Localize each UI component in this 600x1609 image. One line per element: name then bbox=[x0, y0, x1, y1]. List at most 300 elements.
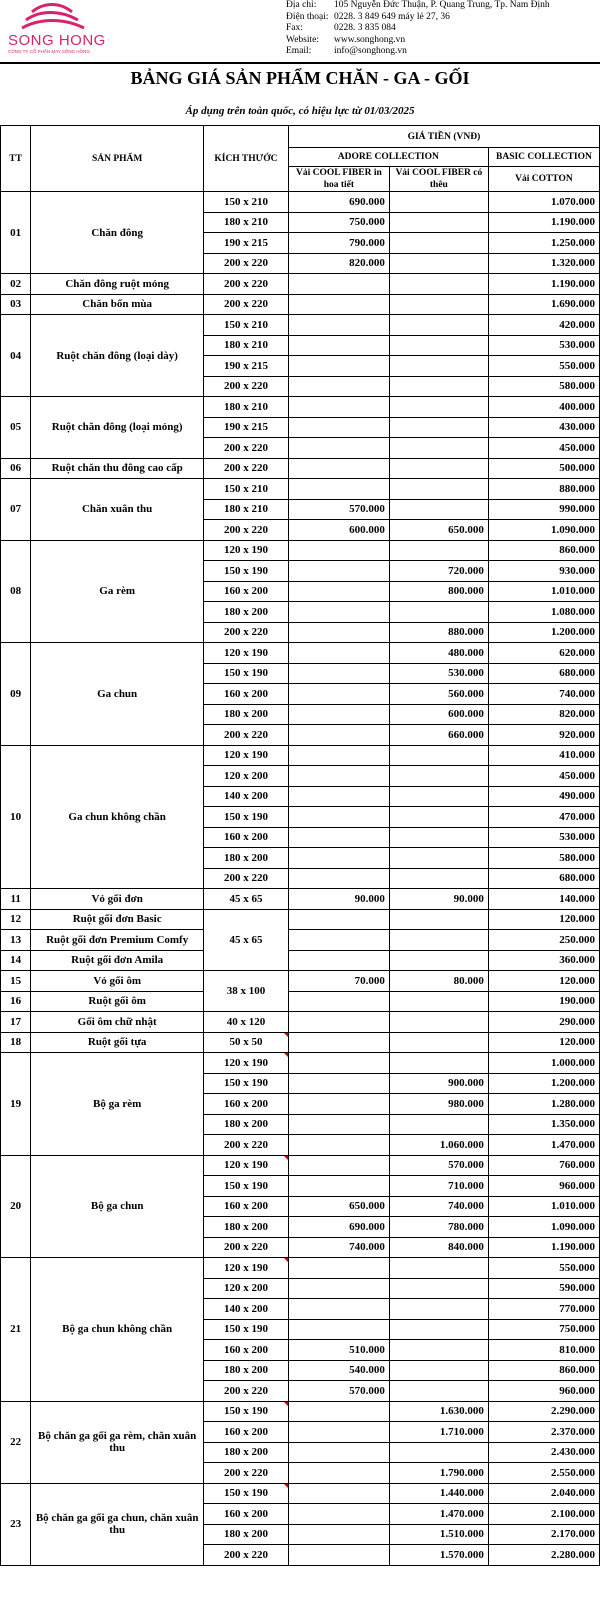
price-fiber-print bbox=[288, 540, 389, 561]
product-name: Ruột gối đơn Amila bbox=[31, 950, 204, 971]
product-name: Ruột gối đơn Premium Comfy bbox=[31, 930, 204, 951]
contact-website: Website: www.songhong.vn bbox=[286, 34, 406, 45]
size-cell: 200 x 220 bbox=[204, 458, 289, 479]
row-number: 11 bbox=[1, 889, 31, 910]
price-cotton: 770.000 bbox=[488, 1299, 599, 1320]
price-fiber-embroider: 840.000 bbox=[389, 1237, 488, 1258]
table-row bbox=[1, 889, 600, 910]
price-cotton: 1.080.000 bbox=[488, 602, 599, 623]
price-cotton: 1.250.000 bbox=[488, 233, 599, 254]
size-cell: 120 x 190 bbox=[204, 1258, 289, 1279]
size-cell: 200 x 220 bbox=[204, 294, 289, 315]
price-cotton: 1.190.000 bbox=[488, 274, 599, 295]
size-cell: 190 x 215 bbox=[204, 417, 289, 438]
price-cotton: 450.000 bbox=[488, 438, 599, 459]
table-row bbox=[1, 643, 600, 664]
price-fiber-print: 650.000 bbox=[288, 1196, 389, 1217]
size-cell: 200 x 220 bbox=[204, 274, 289, 295]
price-fiber-print bbox=[288, 663, 389, 684]
price-cotton: 120.000 bbox=[488, 1032, 599, 1053]
size-cell: 38 x 100 bbox=[204, 971, 289, 1012]
table-row bbox=[1, 274, 600, 295]
size-cell: 160 x 200 bbox=[204, 1196, 289, 1217]
size-cell: 160 x 200 bbox=[204, 1422, 289, 1443]
price-cotton: 470.000 bbox=[488, 807, 599, 828]
header-product: SẢN PHẨM bbox=[31, 126, 204, 192]
price-cotton: 450.000 bbox=[488, 766, 599, 787]
price-fiber-print: 570.000 bbox=[288, 499, 389, 520]
table-row bbox=[1, 315, 600, 336]
price-fiber-embroider bbox=[389, 315, 488, 336]
company-header bbox=[0, 0, 600, 62]
product-name: Chăn đông bbox=[31, 192, 204, 274]
table-row bbox=[1, 192, 600, 213]
table-row bbox=[1, 991, 600, 1012]
row-number: 13 bbox=[1, 930, 31, 951]
product-name: Ga chun không chần bbox=[31, 745, 204, 889]
price-cotton: 1.070.000 bbox=[488, 192, 599, 213]
price-cotton: 190.000 bbox=[488, 991, 599, 1012]
product-name: Ruột gối đơn Basic bbox=[31, 909, 204, 930]
price-fiber-embroider bbox=[389, 458, 488, 479]
size-cell: 120 x 190 bbox=[204, 540, 289, 561]
price-fiber-embroider bbox=[389, 1299, 488, 1320]
price-fiber-embroider bbox=[389, 1032, 488, 1053]
size-cell: 180 x 200 bbox=[204, 704, 289, 725]
price-cotton: 430.000 bbox=[488, 417, 599, 438]
price-fiber-embroider bbox=[389, 1012, 488, 1033]
price-fiber-print: 790.000 bbox=[288, 233, 389, 254]
price-fiber-print bbox=[288, 622, 389, 643]
price-fiber-print bbox=[288, 848, 389, 869]
price-fiber-embroider bbox=[389, 438, 488, 459]
price-cotton: 620.000 bbox=[488, 643, 599, 664]
row-number: 19 bbox=[1, 1053, 31, 1156]
product-name: Chăn xuân thu bbox=[31, 479, 204, 541]
price-fiber-print bbox=[288, 1504, 389, 1525]
size-cell: 140 x 200 bbox=[204, 1299, 289, 1320]
size-cell: 200 x 220 bbox=[204, 725, 289, 746]
price-fiber-print bbox=[288, 991, 389, 1012]
price-cotton: 120.000 bbox=[488, 971, 599, 992]
price-fiber-embroider bbox=[389, 417, 488, 438]
row-number: 09 bbox=[1, 643, 31, 746]
row-number: 22 bbox=[1, 1401, 31, 1483]
price-fiber-embroider bbox=[389, 807, 488, 828]
price-fiber-embroider bbox=[389, 540, 488, 561]
product-name: Bộ chăn ga gối ga chun, chăn xuân thu bbox=[31, 1483, 204, 1565]
price-fiber-embroider bbox=[389, 356, 488, 377]
header-tt: TT bbox=[1, 126, 31, 192]
size-cell: 150 x 210 bbox=[204, 479, 289, 500]
price-fiber-embroider: 530.000 bbox=[389, 663, 488, 684]
price-fiber-print bbox=[288, 1278, 389, 1299]
price-fiber-embroider: 710.000 bbox=[389, 1176, 488, 1197]
row-number: 20 bbox=[1, 1155, 31, 1258]
size-cell: 120 x 190 bbox=[204, 1053, 289, 1074]
size-cell: 180 x 210 bbox=[204, 499, 289, 520]
price-fiber-embroider bbox=[389, 376, 488, 397]
price-cotton: 930.000 bbox=[488, 561, 599, 582]
product-name: Bộ ga chun không chần bbox=[31, 1258, 204, 1402]
price-fiber-print bbox=[288, 1319, 389, 1340]
price-fiber-print bbox=[288, 1524, 389, 1545]
price-fiber-embroider bbox=[389, 274, 488, 295]
table-row bbox=[1, 458, 600, 479]
size-cell: 200 x 220 bbox=[204, 376, 289, 397]
row-number: 12 bbox=[1, 909, 31, 930]
logo-text: SONG HONG bbox=[8, 32, 106, 49]
price-fiber-embroider: 740.000 bbox=[389, 1196, 488, 1217]
size-cell: 200 x 220 bbox=[204, 253, 289, 274]
size-cell: 45 x 65 bbox=[204, 909, 289, 971]
size-cell: 180 x 200 bbox=[204, 1442, 289, 1463]
price-fiber-embroider: 1.470.000 bbox=[389, 1504, 488, 1525]
price-fiber-embroider bbox=[389, 1278, 488, 1299]
price-fiber-print bbox=[288, 274, 389, 295]
row-number: 08 bbox=[1, 540, 31, 643]
table-row bbox=[1, 909, 600, 930]
price-table-body bbox=[1, 192, 600, 1566]
price-fiber-embroider bbox=[389, 868, 488, 889]
product-name: Ga chun bbox=[31, 643, 204, 746]
price-fiber-print bbox=[288, 561, 389, 582]
price-fiber-print bbox=[288, 807, 389, 828]
row-number: 15 bbox=[1, 971, 31, 992]
price-fiber-print bbox=[288, 315, 389, 336]
price-fiber-print bbox=[288, 1401, 389, 1422]
price-fiber-embroider bbox=[389, 786, 488, 807]
price-fiber-embroider bbox=[389, 253, 488, 274]
size-cell: 200 x 220 bbox=[204, 622, 289, 643]
price-fiber-embroider bbox=[389, 745, 488, 766]
row-number: 03 bbox=[1, 294, 31, 315]
price-cotton: 750.000 bbox=[488, 1319, 599, 1340]
price-fiber-embroider: 480.000 bbox=[389, 643, 488, 664]
price-cotton: 120.000 bbox=[488, 909, 599, 930]
size-cell: 150 x 190 bbox=[204, 1319, 289, 1340]
size-cell: 160 x 200 bbox=[204, 684, 289, 705]
price-fiber-embroider bbox=[389, 848, 488, 869]
price-cotton: 860.000 bbox=[488, 1360, 599, 1381]
price-fiber-embroider bbox=[389, 991, 488, 1012]
table-row bbox=[1, 1155, 600, 1176]
price-fiber-embroider bbox=[389, 294, 488, 315]
price-fiber-print bbox=[288, 745, 389, 766]
price-fiber-print bbox=[288, 397, 389, 418]
price-fiber-print bbox=[288, 335, 389, 356]
price-fiber-print bbox=[288, 581, 389, 602]
table-row bbox=[1, 479, 600, 500]
row-number: 06 bbox=[1, 458, 31, 479]
table-row bbox=[1, 930, 600, 951]
contact-info bbox=[286, 0, 550, 58]
price-fiber-print bbox=[288, 1155, 389, 1176]
size-cell: 150 x 190 bbox=[204, 807, 289, 828]
size-cell: 200 x 220 bbox=[204, 1135, 289, 1156]
price-fiber-print bbox=[288, 1258, 389, 1279]
size-cell: 180 x 200 bbox=[204, 1217, 289, 1238]
size-cell: 200 x 220 bbox=[204, 868, 289, 889]
price-fiber-print bbox=[288, 725, 389, 746]
table-row bbox=[1, 1053, 600, 1074]
price-fiber-print: 90.000 bbox=[288, 889, 389, 910]
product-name: Bộ chăn ga gối ga rèm, chăn xuân thu bbox=[31, 1401, 204, 1483]
price-cotton: 810.000 bbox=[488, 1340, 599, 1361]
price-table bbox=[0, 125, 600, 1566]
size-cell: 200 x 220 bbox=[204, 520, 289, 541]
price-fiber-embroider bbox=[389, 1360, 488, 1381]
price-fiber-print bbox=[288, 786, 389, 807]
price-fiber-embroider: 800.000 bbox=[389, 581, 488, 602]
size-cell: 150 x 190 bbox=[204, 663, 289, 684]
table-row bbox=[1, 1258, 600, 1279]
row-number: 04 bbox=[1, 315, 31, 397]
size-cell: 150 x 190 bbox=[204, 1073, 289, 1094]
size-cell: 120 x 190 bbox=[204, 1155, 289, 1176]
price-fiber-embroider: 570.000 bbox=[389, 1155, 488, 1176]
price-cotton: 2.100.000 bbox=[488, 1504, 599, 1525]
size-cell: 180 x 200 bbox=[204, 1114, 289, 1135]
row-number: 21 bbox=[1, 1258, 31, 1402]
contact-address: Địa chỉ: 105 Nguyễn Đức Thuận, P. Quang Trung, Tp. Nam Định bbox=[286, 0, 550, 10]
table-row bbox=[1, 540, 600, 561]
price-fiber-print: 690.000 bbox=[288, 192, 389, 213]
size-cell: 120 x 200 bbox=[204, 766, 289, 787]
size-cell: 200 x 220 bbox=[204, 1545, 289, 1566]
price-fiber-print bbox=[288, 1012, 389, 1033]
product-name: Ruột chăn đông (loại dày) bbox=[31, 315, 204, 397]
price-fiber-print bbox=[288, 1545, 389, 1566]
price-fiber-embroider: 980.000 bbox=[389, 1094, 488, 1115]
price-fiber-print bbox=[288, 1114, 389, 1135]
header-divider bbox=[0, 62, 600, 64]
size-cell: 160 x 200 bbox=[204, 1094, 289, 1115]
row-number: 17 bbox=[1, 1012, 31, 1033]
price-fiber-print bbox=[288, 1299, 389, 1320]
price-fiber-embroider bbox=[389, 930, 488, 951]
price-fiber-print bbox=[288, 827, 389, 848]
price-fiber-print bbox=[288, 1073, 389, 1094]
table-row bbox=[1, 745, 600, 766]
price-cotton: 590.000 bbox=[488, 1278, 599, 1299]
price-fiber-embroider bbox=[389, 212, 488, 233]
product-name: Vỏ gối đơn bbox=[31, 889, 204, 910]
price-cotton: 1.350.000 bbox=[488, 1114, 599, 1135]
header-fiber-embroider: Vải COOL FIBER có thêu bbox=[389, 167, 488, 192]
contact-fax: Fax: 0228. 3 835 084 bbox=[286, 23, 396, 34]
price-cotton: 680.000 bbox=[488, 663, 599, 684]
price-fiber-embroider: 880.000 bbox=[389, 622, 488, 643]
size-cell: 180 x 200 bbox=[204, 1524, 289, 1545]
product-name: Ga rèm bbox=[31, 540, 204, 643]
price-fiber-embroider bbox=[389, 397, 488, 418]
table-row bbox=[1, 1401, 600, 1422]
price-cotton: 2.290.000 bbox=[488, 1401, 599, 1422]
price-cotton: 360.000 bbox=[488, 950, 599, 971]
price-fiber-print bbox=[288, 868, 389, 889]
price-cotton: 1.190.000 bbox=[488, 1237, 599, 1258]
price-fiber-print bbox=[288, 376, 389, 397]
price-fiber-embroider bbox=[389, 950, 488, 971]
price-fiber-print bbox=[288, 356, 389, 377]
row-number: 14 bbox=[1, 950, 31, 971]
row-number: 18 bbox=[1, 1032, 31, 1053]
price-fiber-print: 70.000 bbox=[288, 971, 389, 992]
row-number: 07 bbox=[1, 479, 31, 541]
price-cotton: 1.190.000 bbox=[488, 212, 599, 233]
price-cotton: 1.200.000 bbox=[488, 622, 599, 643]
price-cotton: 530.000 bbox=[488, 335, 599, 356]
price-fiber-embroider: 660.000 bbox=[389, 725, 488, 746]
price-fiber-print bbox=[288, 930, 389, 951]
size-cell: 120 x 200 bbox=[204, 1278, 289, 1299]
size-cell: 180 x 200 bbox=[204, 602, 289, 623]
price-fiber-print bbox=[288, 704, 389, 725]
price-fiber-embroider bbox=[389, 1114, 488, 1135]
price-cotton: 1.470.000 bbox=[488, 1135, 599, 1156]
price-fiber-embroider: 1.440.000 bbox=[389, 1483, 488, 1504]
size-cell: 200 x 220 bbox=[204, 438, 289, 459]
row-number: 01 bbox=[1, 192, 31, 274]
price-fiber-print: 740.000 bbox=[288, 1237, 389, 1258]
price-cotton: 2.430.000 bbox=[488, 1442, 599, 1463]
price-cotton: 1.000.000 bbox=[488, 1053, 599, 1074]
price-cotton: 1.090.000 bbox=[488, 1217, 599, 1238]
price-fiber-embroider bbox=[389, 1442, 488, 1463]
price-fiber-print: 570.000 bbox=[288, 1381, 389, 1402]
price-fiber-print bbox=[288, 684, 389, 705]
size-cell: 40 x 120 bbox=[204, 1012, 289, 1033]
price-fiber-embroider bbox=[389, 479, 488, 500]
price-fiber-print bbox=[288, 294, 389, 315]
price-fiber-embroider: 1.790.000 bbox=[389, 1463, 488, 1484]
price-cotton: 760.000 bbox=[488, 1155, 599, 1176]
price-fiber-embroider: 900.000 bbox=[389, 1073, 488, 1094]
row-number: 16 bbox=[1, 991, 31, 1012]
size-cell: 150 x 190 bbox=[204, 1483, 289, 1504]
header-cotton: Vải COTTON bbox=[488, 167, 599, 192]
product-name: Vỏ gối ôm bbox=[31, 971, 204, 992]
price-fiber-embroider bbox=[389, 192, 488, 213]
company-logo bbox=[2, 2, 106, 56]
price-fiber-embroider: 1.710.000 bbox=[389, 1422, 488, 1443]
size-cell: 180 x 200 bbox=[204, 1360, 289, 1381]
price-cotton: 2.370.000 bbox=[488, 1422, 599, 1443]
price-cotton: 860.000 bbox=[488, 540, 599, 561]
size-cell: 180 x 210 bbox=[204, 212, 289, 233]
price-cotton: 960.000 bbox=[488, 1176, 599, 1197]
price-cotton: 990.000 bbox=[488, 499, 599, 520]
price-fiber-embroider bbox=[389, 909, 488, 930]
price-cotton: 420.000 bbox=[488, 315, 599, 336]
price-cotton: 1.280.000 bbox=[488, 1094, 599, 1115]
price-fiber-print bbox=[288, 1176, 389, 1197]
header-price: GIÁ TIỀN (VNĐ) bbox=[288, 126, 599, 148]
header-basic: BASIC COLLECTION bbox=[488, 148, 599, 167]
price-cotton: 400.000 bbox=[488, 397, 599, 418]
price-fiber-print bbox=[288, 1135, 389, 1156]
price-fiber-embroider: 600.000 bbox=[389, 704, 488, 725]
size-cell: 200 x 220 bbox=[204, 1381, 289, 1402]
price-fiber-print: 510.000 bbox=[288, 1340, 389, 1361]
price-fiber-embroider: 1.510.000 bbox=[389, 1524, 488, 1545]
table-row bbox=[1, 294, 600, 315]
size-cell: 190 x 215 bbox=[204, 356, 289, 377]
price-fiber-embroider: 1.060.000 bbox=[389, 1135, 488, 1156]
size-cell: 150 x 190 bbox=[204, 1176, 289, 1197]
price-cotton: 490.000 bbox=[488, 786, 599, 807]
price-fiber-embroider bbox=[389, 499, 488, 520]
size-cell: 200 x 220 bbox=[204, 1237, 289, 1258]
price-fiber-embroider: 780.000 bbox=[389, 1217, 488, 1238]
price-cotton: 680.000 bbox=[488, 868, 599, 889]
price-fiber-embroider bbox=[389, 1381, 488, 1402]
price-cotton: 820.000 bbox=[488, 704, 599, 725]
price-fiber-print bbox=[288, 602, 389, 623]
product-name: Gối ôm chữ nhật bbox=[31, 1012, 204, 1033]
price-cotton: 580.000 bbox=[488, 848, 599, 869]
size-cell: 50 x 50 bbox=[204, 1032, 289, 1053]
price-cotton: 1.010.000 bbox=[488, 581, 599, 602]
table-row bbox=[1, 397, 600, 418]
product-name: Bộ ga rèm bbox=[31, 1053, 204, 1156]
price-fiber-print bbox=[288, 766, 389, 787]
price-cotton: 580.000 bbox=[488, 376, 599, 397]
price-fiber-print bbox=[288, 1094, 389, 1115]
price-cotton: 1.200.000 bbox=[488, 1073, 599, 1094]
price-fiber-embroider bbox=[389, 827, 488, 848]
price-cotton: 2.040.000 bbox=[488, 1483, 599, 1504]
header-adore: ADORE COLLECTION bbox=[288, 148, 488, 167]
price-fiber-print bbox=[288, 950, 389, 971]
price-fiber-embroider: 80.000 bbox=[389, 971, 488, 992]
product-name: Ruột gối ôm bbox=[31, 991, 204, 1012]
price-fiber-print bbox=[288, 909, 389, 930]
table-row bbox=[1, 950, 600, 971]
size-cell: 140 x 200 bbox=[204, 786, 289, 807]
header-size: KÍCH THƯỚC bbox=[204, 126, 289, 192]
size-cell: 160 x 200 bbox=[204, 581, 289, 602]
price-fiber-embroider bbox=[389, 602, 488, 623]
product-name: Chăn bốn mùa bbox=[31, 294, 204, 315]
product-name: Chăn đông ruột mỏng bbox=[31, 274, 204, 295]
size-cell: 180 x 210 bbox=[204, 335, 289, 356]
price-fiber-print bbox=[288, 479, 389, 500]
header-fiber-print: Vải COOL FIBER in hoa tiết bbox=[288, 167, 389, 192]
price-cotton: 1.090.000 bbox=[488, 520, 599, 541]
price-fiber-embroider bbox=[389, 233, 488, 254]
price-fiber-print: 540.000 bbox=[288, 1360, 389, 1381]
size-cell: 120 x 190 bbox=[204, 643, 289, 664]
price-fiber-embroider: 1.570.000 bbox=[389, 1545, 488, 1566]
price-fiber-embroider bbox=[389, 1053, 488, 1074]
price-cotton: 740.000 bbox=[488, 684, 599, 705]
price-fiber-embroider: 1.630.000 bbox=[389, 1401, 488, 1422]
price-fiber-embroider bbox=[389, 766, 488, 787]
price-fiber-embroider: 650.000 bbox=[389, 520, 488, 541]
price-fiber-print bbox=[288, 1463, 389, 1484]
price-cotton: 2.550.000 bbox=[488, 1463, 599, 1484]
price-cotton: 550.000 bbox=[488, 1258, 599, 1279]
table-row bbox=[1, 1032, 600, 1053]
wave-logo-icon bbox=[2, 2, 106, 32]
price-cotton: 960.000 bbox=[488, 1381, 599, 1402]
size-cell: 150 x 210 bbox=[204, 192, 289, 213]
price-fiber-embroider: 90.000 bbox=[389, 889, 488, 910]
table-row bbox=[1, 1012, 600, 1033]
price-fiber-embroider bbox=[389, 335, 488, 356]
